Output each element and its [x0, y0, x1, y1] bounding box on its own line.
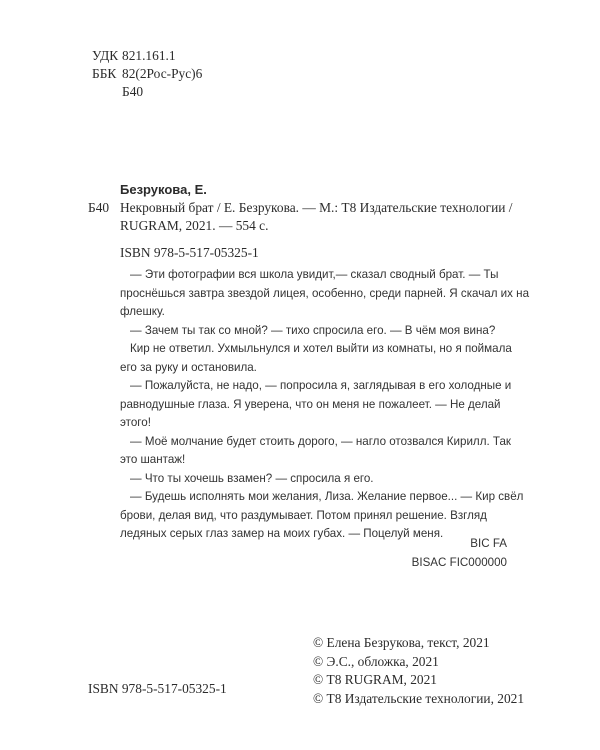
annotation-paragraph: — Зачем ты так со мной? — тихо спросила его. — В чём моя вина?: [130, 323, 496, 337]
copyright-line: © Э.С., обложка, 2021: [313, 653, 439, 669]
bic-code: BIC FA: [470, 537, 507, 550]
annotation: [120, 266, 530, 544]
bbk-label: ББК: [92, 66, 117, 81]
copyright-line: © Т8 RUGRAM, 2021: [313, 672, 438, 687]
annotation-paragraph: — Будешь исполнять мои желания, Лиза. Желание первое... — Кир свёл брови, делая вид, что раздумывает. Потом принял решение. Взгляд ледяных серых глаз замер на моих губах. — Поцелуй меня.: [120, 490, 524, 540]
classification-block: [92, 47, 202, 101]
author-mark: Б40: [122, 84, 144, 99]
catalog-code: Б40: [88, 200, 110, 215]
annotation-paragraph: — Что ты хочешь взамен? — спросила я его.: [130, 471, 374, 485]
copyright-line: © Т8 Издательские технологии, 2021: [313, 690, 525, 706]
annotation-paragraph: — Моё молчание будет стоить дорого, — нагло отозвался Кирилл. Так это шантаж!: [120, 434, 511, 466]
bottom-isbn: ISBN 978-5-517-05325-1: [88, 681, 227, 696]
annotation-paragraph: — Пожалуйста, не надо, — попросила я, заглядывая в его холодные и равнодушные глаза. Я уверена, что он меня не пожалеет. — Не делай этого!: [120, 379, 512, 429]
catalog-record: [88, 181, 528, 262]
bbk-value: 82(2Рос-Рус)6: [122, 66, 203, 81]
catalog-description: Некровный брат / Е. Безрукова. — М.: Т8 Издательские технологии / RUGRAM, 2021. — 554 с.: [120, 200, 513, 233]
udk-row: [92, 47, 202, 65]
author-heading: Безрукова, Е.: [120, 182, 207, 197]
udk-value: 821.161.1: [122, 48, 176, 63]
author-mark-row: [92, 83, 202, 101]
udk-label: УДК: [92, 48, 119, 63]
copyright-block: [313, 634, 524, 708]
copyright-line: © Елена Безрукова, текст, 2021: [313, 635, 490, 650]
annotation-paragraph: — Эти фотографии вся школа увидит,— сказал сводный брат. — Ты проснёшься завтра звездой лицея, особенно, среди парней. Я скачал их на флешку.: [120, 268, 530, 318]
catalog-isbn: ISBN 978-5-517-05325-1: [120, 245, 259, 260]
subject-codes: [403, 535, 507, 572]
catalog-entry: [88, 199, 528, 235]
bbk-row: [92, 65, 202, 83]
annotation-paragraph: Кир не ответил. Ухмыльнулся и хотел выйти из комнаты, но я поймала его за руку и остановила.: [120, 342, 512, 374]
bisac-code: BISAC FIC000000: [411, 555, 507, 569]
